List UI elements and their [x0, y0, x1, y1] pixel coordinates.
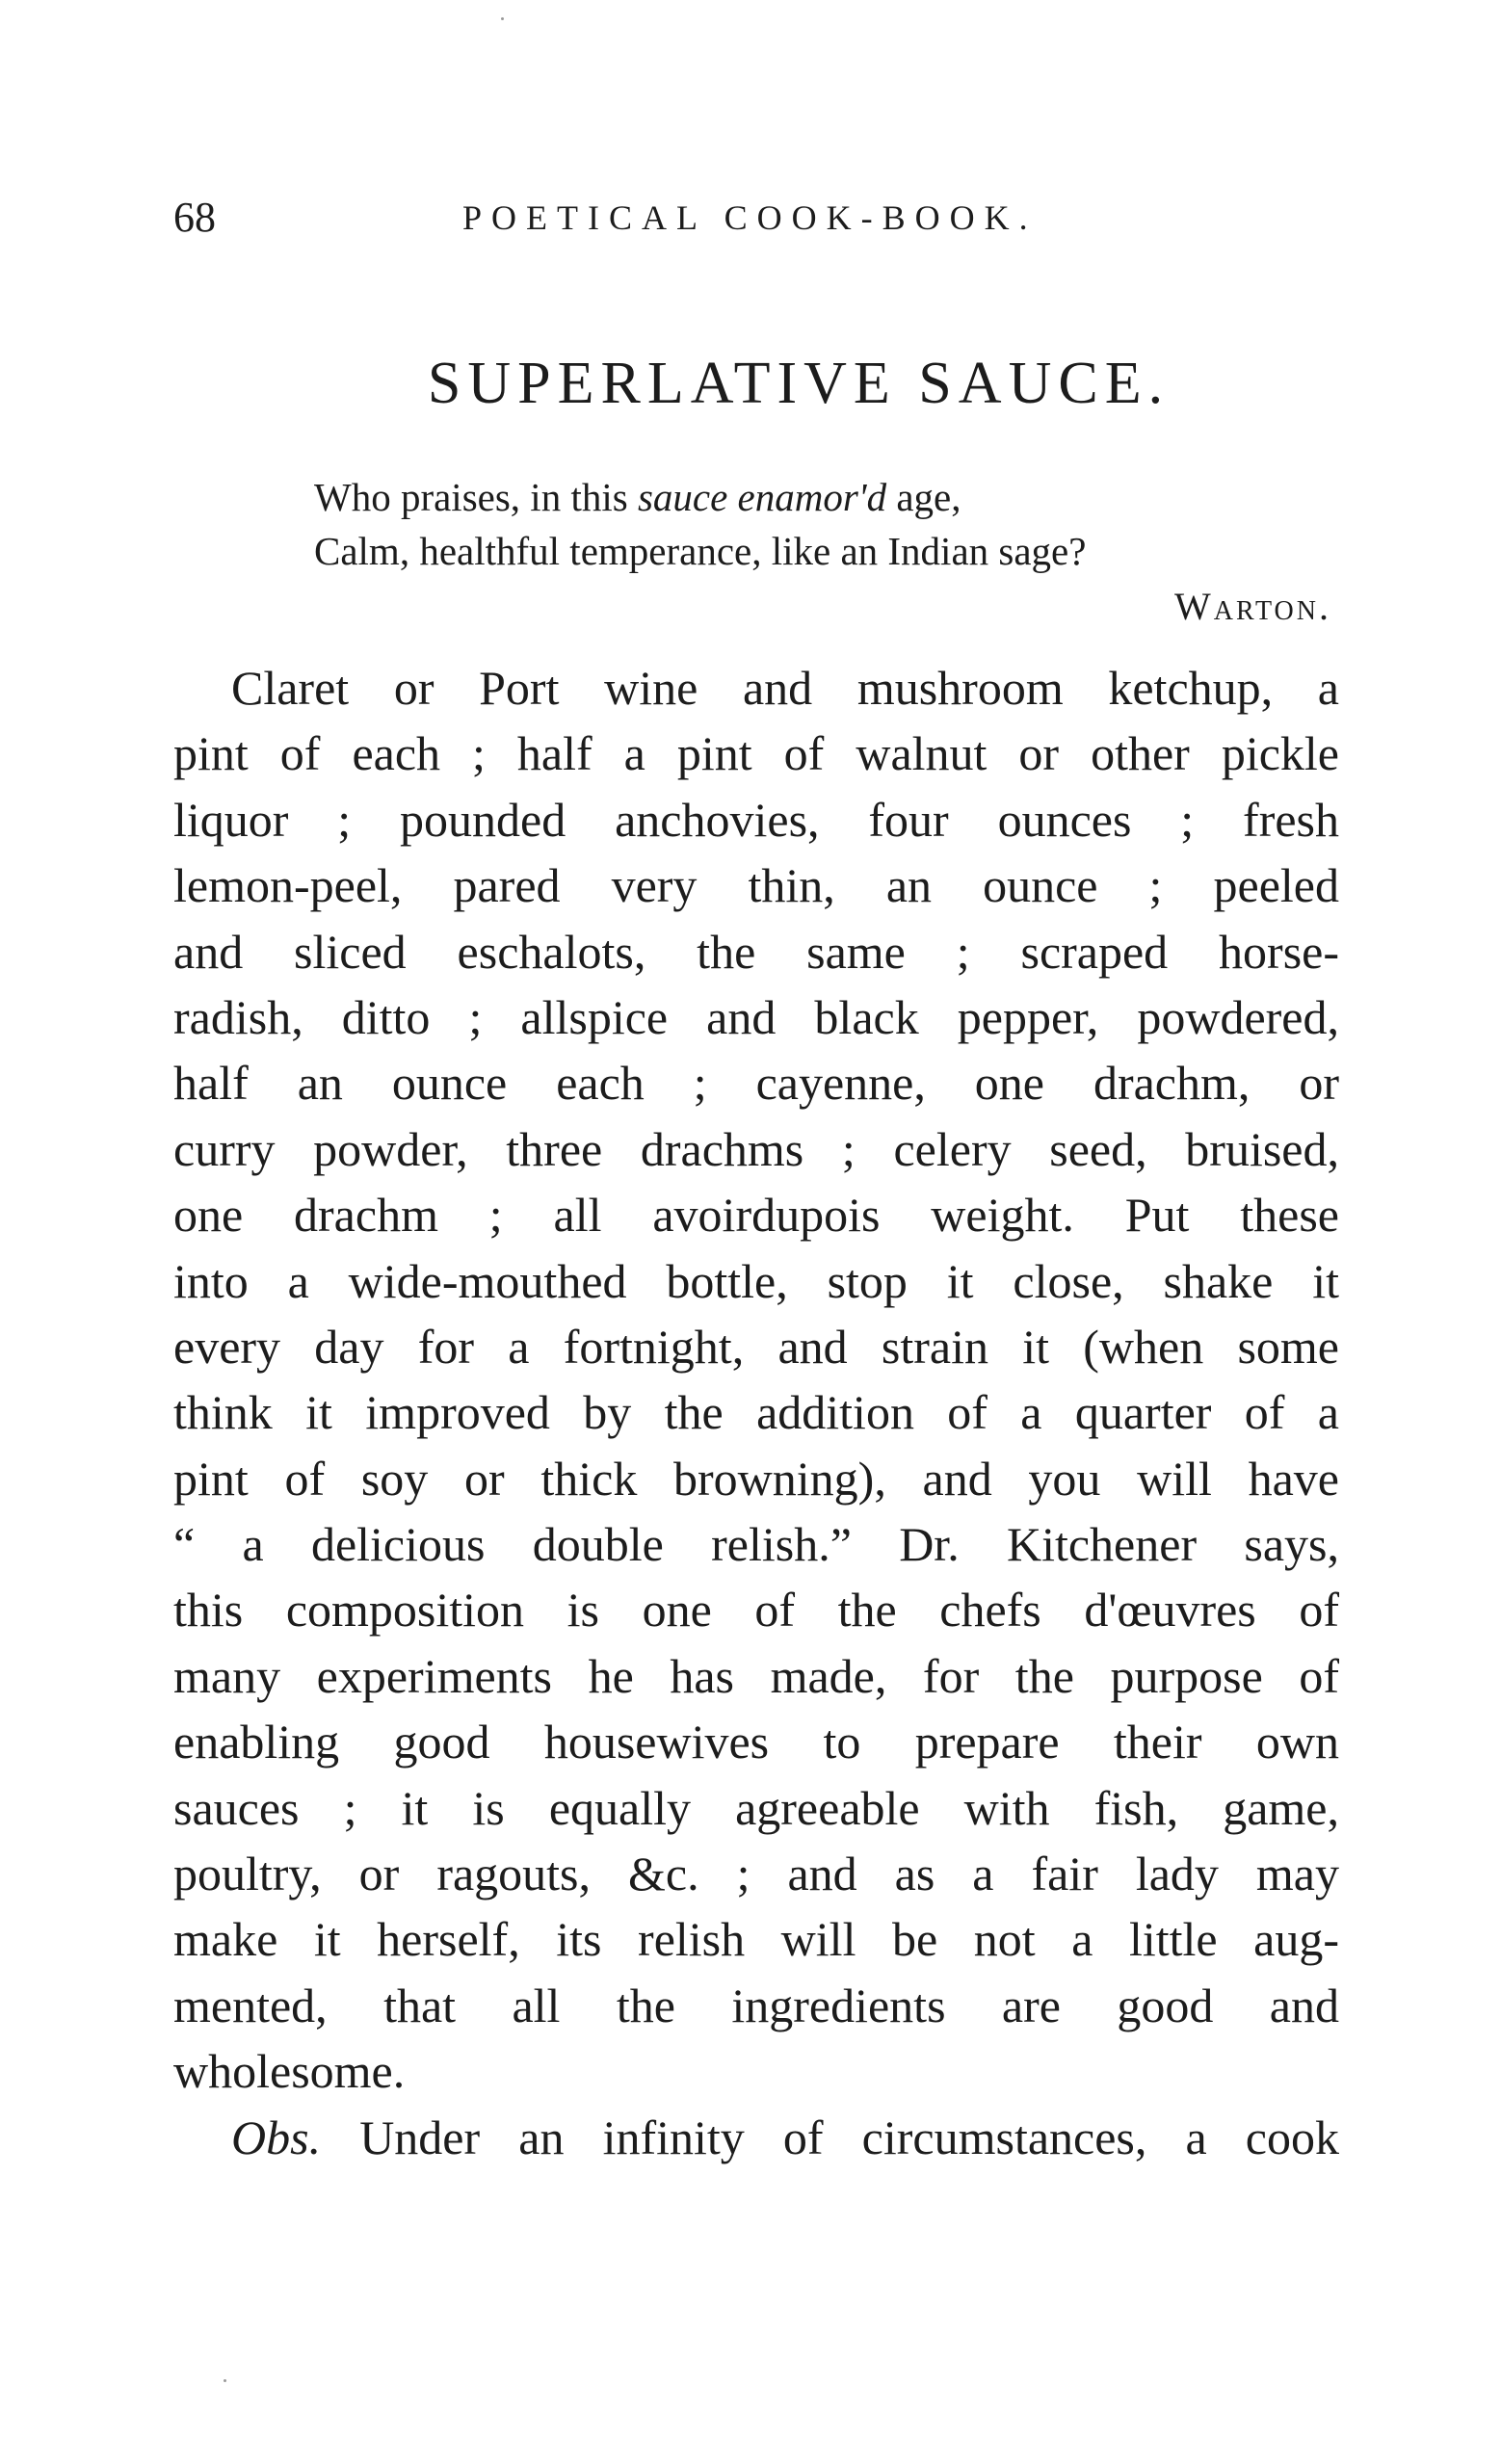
text-line: into a wide-mouthed bottle, stop it close, shake it — [173, 1253, 1339, 1308]
paper-speck — [501, 17, 504, 20]
text-line: wholesome. — [173, 2044, 406, 2099]
epigraph-line-2: Calm, healthful temperance, like an Indian sage? — [314, 529, 1087, 573]
text-line: make it herself, its relish will be not a little aug- — [173, 1912, 1339, 1967]
obs-label: Obs. — [231, 2110, 322, 2164]
text-line: “ a delicious double relish.” Dr. Kitchener says, — [173, 1517, 1339, 1572]
text-line: half an ounce each ; cayenne, one drachm, or — [173, 1056, 1339, 1111]
text-line: one drachm ; all avoirdupois weight. Put these — [173, 1188, 1339, 1243]
text-line: poultry, or ragouts, &c. ; and as a fair lady may — [173, 1847, 1339, 1901]
text-line: think it improved by the addition of a quarter of a — [173, 1385, 1339, 1440]
text-line: curry powder, three drachms ; celery seed, bruised, — [173, 1121, 1339, 1176]
obs-text: Under an infinity of circumstances, a cook — [321, 2110, 1339, 2164]
epigraph-emphasis: sauce enamor'd — [637, 475, 887, 519]
paper-speck — [224, 2379, 226, 2382]
text-line: pint of each ; half a pint of walnut or other pickle — [173, 726, 1339, 781]
text-line: many experiments he has made, for the purpose of — [173, 1648, 1339, 1703]
epigraph-line-1: Who praises, in this sauce enamor'd age, — [314, 475, 961, 519]
text-line: pint of soy or thick browning), and you will have — [173, 1451, 1339, 1506]
text-line: enabling good housewives to prepare their own — [173, 1715, 1339, 1769]
obs-line — [173, 2105, 1339, 2170]
text-line: liquor ; pounded anchovies, four ounces ; fresh — [173, 792, 1339, 847]
running-head — [173, 189, 1349, 247]
recipe-body — [173, 655, 1339, 2170]
recipe-title: SUPERLATIVE SAUCE. — [427, 351, 1171, 416]
text-line: every day for a fortnight, and strain it (when some — [173, 1319, 1339, 1374]
text-line: lemon-peel, pared very thin, an ounce ; peeled — [173, 858, 1339, 913]
text-line: mented, that all the ingredients are good and — [173, 1978, 1339, 2032]
text-line: and sliced eschalots, the same ; scraped horse- — [173, 924, 1339, 979]
text-line: this composition is one of the chefs d'œuvres of — [173, 1583, 1339, 1638]
text-line: Claret or Port wine and mushroom ketchup, a — [231, 661, 1339, 715]
running-title: POETICAL COOK-BOOK. — [462, 198, 1038, 237]
epigraph-attribution: Warton. — [1173, 585, 1331, 628]
text-line: radish, ditto ; allspice and black pepper, powdered, — [173, 989, 1339, 1044]
epigraph — [314, 470, 1345, 634]
page-number: 68 — [173, 194, 216, 241]
text-line: sauces ; it is equally agreeable with fish, game, — [173, 1780, 1339, 1835]
